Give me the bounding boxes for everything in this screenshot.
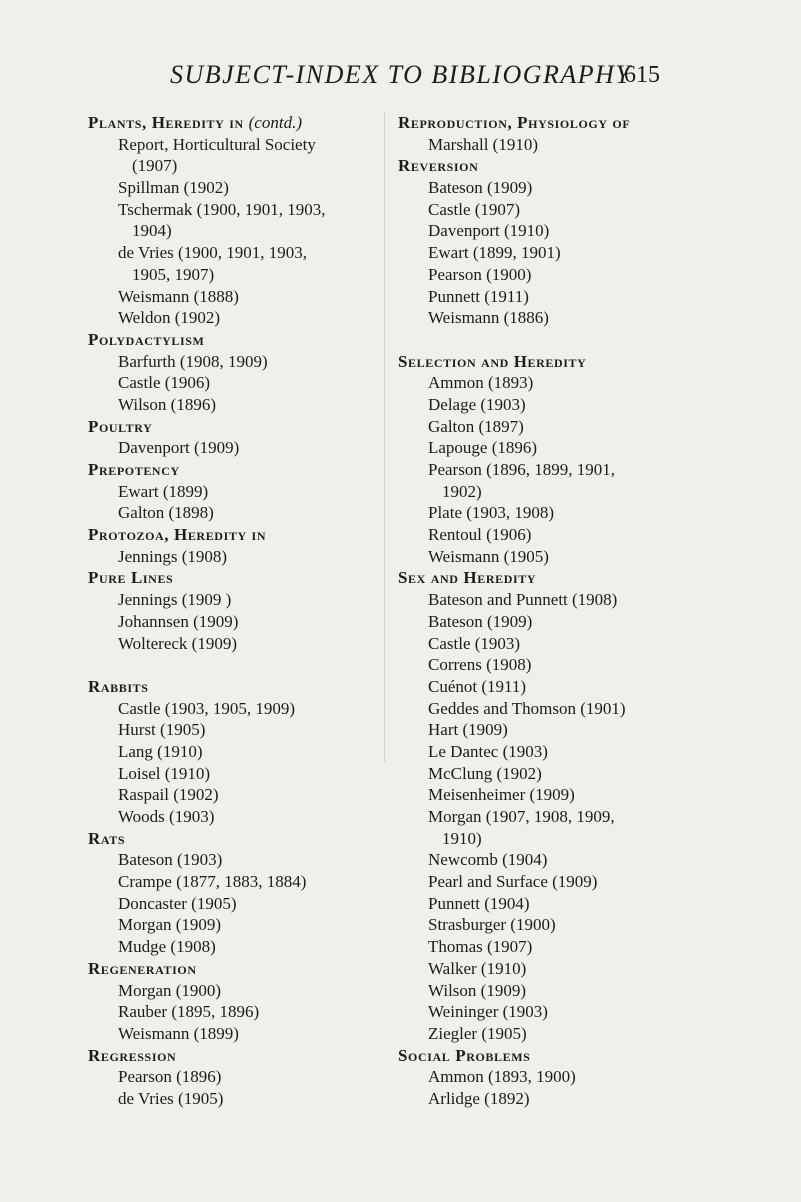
index-heading xyxy=(88,676,373,698)
index-entry: Delage (1903) xyxy=(428,394,526,414)
heading-text: Sex and Heredity xyxy=(398,568,537,588)
blank-line xyxy=(398,329,718,351)
heading-text: Regeneration xyxy=(88,958,197,978)
index-entry: Jennings (1908) xyxy=(118,546,228,566)
page-number: 615 xyxy=(624,62,660,88)
column-divider xyxy=(384,112,385,762)
index-heading xyxy=(398,155,718,177)
index-entry: Weismann (1886) xyxy=(428,308,549,328)
index-entry: Le Dantec (1903) xyxy=(428,741,548,761)
blank-line xyxy=(88,654,373,676)
index-entry: Davenport (1909) xyxy=(118,438,240,458)
right-index-column xyxy=(398,112,718,1110)
index-entry: Hurst (1905) xyxy=(118,720,206,740)
index-entry: Hart (1909) xyxy=(428,720,508,740)
index-entry: Weismann (1899) xyxy=(118,1023,239,1043)
index-entry: Pearl and Surface (1909) xyxy=(428,872,598,892)
left-index-column xyxy=(88,112,373,1110)
entry-continuation: 1910) xyxy=(442,828,482,848)
index-entry: Jennings (1909 ) xyxy=(118,590,232,610)
running-title: SUBJECT-INDEX TO BIBLIOGRAPHY xyxy=(170,60,632,89)
index-entry: Meisenheimer (1909) xyxy=(428,785,575,805)
index-entry: Castle (1903, 1905, 1909) xyxy=(118,698,296,718)
index-entry: Mudge (1908) xyxy=(118,937,216,957)
index-entry: Woods (1903) xyxy=(118,807,215,826)
heading-text: Polydactylism xyxy=(88,329,205,349)
index-entry: Correns (1908) xyxy=(428,655,532,675)
index-entry: Barfurth (1908, 1909) xyxy=(118,351,268,371)
index-entry: Bateson (1909) xyxy=(428,611,533,631)
heading-text: Poultry xyxy=(88,416,153,436)
index-entry: Tschermak (1900, 1901, 1903, xyxy=(118,199,326,219)
index-entry: Morgan (1900) xyxy=(118,980,222,1000)
heading-text: Reproduction, Physiology of xyxy=(398,113,631,132)
heading-text: Social Problems xyxy=(398,1045,531,1065)
index-heading xyxy=(398,112,718,134)
index-entry: Arlidge (1892) xyxy=(428,1088,530,1108)
index-entry: Johannsen (1909) xyxy=(118,611,239,631)
index-entry: Weismann (1905) xyxy=(428,546,549,566)
heading-text: Prepotency xyxy=(88,460,180,479)
index-entry: Davenport (1910) xyxy=(428,221,550,241)
index-entry: Weldon (1902) xyxy=(118,308,221,328)
index-entry: Cuénot (1911) xyxy=(428,676,527,696)
index-entry: Rentoul (1906) xyxy=(428,525,532,545)
index-entry: Castle (1906) xyxy=(118,373,211,393)
index-heading xyxy=(88,329,373,351)
index-entry: Wilson (1909) xyxy=(428,980,526,1000)
index-entry: Marshall (1910) xyxy=(428,134,539,154)
index-entry: Weininger (1903) xyxy=(428,1002,548,1022)
index-heading xyxy=(88,112,373,134)
index-entry: Morgan (1909) xyxy=(118,915,222,935)
index-entry: Pearson (1900) xyxy=(428,264,532,284)
index-entry: Punnett (1911) xyxy=(428,286,529,306)
entry-continuation: 1905, 1907) xyxy=(132,264,215,284)
heading-text: Rats xyxy=(88,828,126,848)
index-entry: Spillman (1902) xyxy=(118,178,229,198)
index-entry: Castle (1903) xyxy=(428,633,521,653)
index-entry: Crampe (1877, 1883, 1884) xyxy=(118,872,307,892)
heading-text: Selection and Heredity xyxy=(398,351,587,371)
index-heading xyxy=(88,1045,373,1067)
index-entry: Bateson (1909) xyxy=(428,178,533,198)
index-entry: Ewart (1899) xyxy=(118,481,209,501)
index-entry: McClung (1902) xyxy=(428,763,542,783)
index-heading xyxy=(88,958,373,980)
index-entry: Doncaster (1905) xyxy=(118,893,237,913)
index-entry: Lapouge (1896) xyxy=(428,438,538,458)
entry-continuation: 1904) xyxy=(132,221,172,241)
index-entry: Report, Horticultural Society xyxy=(118,134,316,154)
index-entry: Plate (1903, 1908) xyxy=(428,503,555,523)
index-heading xyxy=(88,459,373,481)
index-entry: Strasburger (1900) xyxy=(428,915,556,935)
index-heading xyxy=(88,524,373,546)
index-entry: Bateson (1903) xyxy=(118,850,223,870)
index-heading xyxy=(88,416,373,438)
heading-text: Pure Lines xyxy=(88,568,174,588)
page-header xyxy=(0,60,801,96)
heading-note: (contd.) xyxy=(248,113,302,132)
index-entry: Loisel (1910) xyxy=(118,763,211,783)
index-entry: Ammon (1893) xyxy=(428,373,534,393)
index-heading xyxy=(88,567,373,589)
index-entry: Pearson (1896) xyxy=(118,1067,222,1087)
heading-text: Rabbits xyxy=(88,676,149,696)
index-entry: Newcomb (1904) xyxy=(428,850,548,870)
index-entry: Ammon (1893, 1900) xyxy=(428,1067,576,1087)
index-entry: Woltereck (1909) xyxy=(118,633,237,653)
index-entry: Morgan (1907, 1908, 1909, xyxy=(428,807,615,826)
index-entry: de Vries (1900, 1901, 1903, xyxy=(118,243,307,263)
index-entry: Weismann (1888) xyxy=(118,286,239,306)
index-entry: Pearson (1896, 1899, 1901, xyxy=(428,460,615,479)
entry-continuation: 1902) xyxy=(442,481,482,501)
index-heading xyxy=(398,351,718,373)
index-entry: Castle (1907) xyxy=(428,199,521,219)
index-heading xyxy=(398,567,718,589)
index-entry: Wilson (1896) xyxy=(118,394,216,414)
index-heading xyxy=(398,1045,718,1067)
index-entry: Lang (1910) xyxy=(118,741,203,761)
index-entry: Galton (1898) xyxy=(118,503,214,523)
heading-text: Regression xyxy=(88,1045,177,1065)
index-entry: Rauber (1895, 1896) xyxy=(118,1002,260,1022)
index-entry: Raspail (1902) xyxy=(118,785,219,805)
heading-text: Plants, Heredity in xyxy=(88,113,249,132)
heading-text: Protozoa, Heredity in xyxy=(88,525,267,545)
index-heading xyxy=(88,828,373,850)
index-entry: Bateson and Punnett (1908) xyxy=(428,590,618,610)
index-entry: de Vries (1905) xyxy=(118,1088,224,1108)
index-entry: Galton (1897) xyxy=(428,416,524,436)
index-entry: Geddes and Thomson (1901) xyxy=(428,698,626,718)
entry-continuation: (1907) xyxy=(132,156,178,176)
index-entry: Ewart (1899, 1901) xyxy=(428,243,561,263)
index-entry: Ziegler (1905) xyxy=(428,1023,527,1043)
index-entry: Thomas (1907) xyxy=(428,937,533,957)
index-entry: Punnett (1904) xyxy=(428,893,530,913)
index-entry: Walker (1910) xyxy=(428,958,527,978)
heading-text: Reversion xyxy=(398,156,479,176)
